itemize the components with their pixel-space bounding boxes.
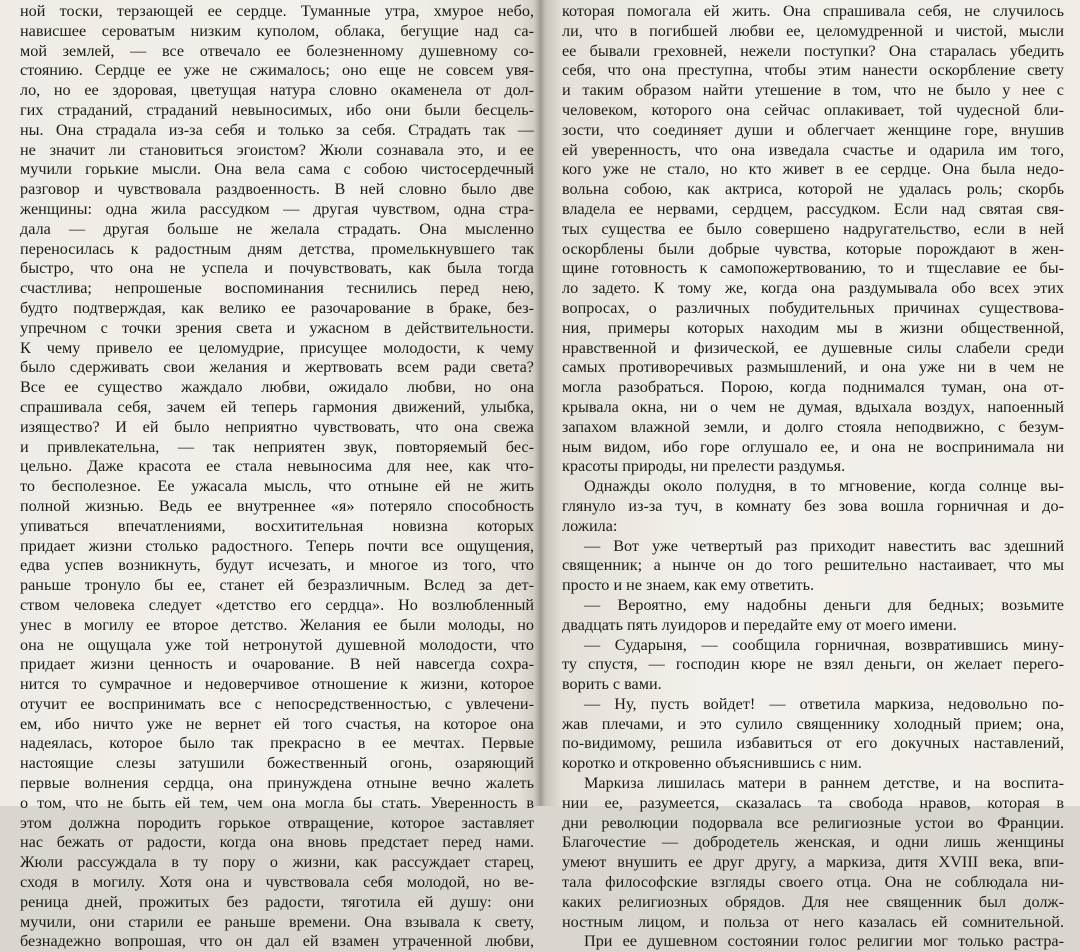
text-line: жав плечами, и это сулило священнику холодный прием; она, [562,714,1064,733]
text-line: нас бежать от радости, когда она вновь предстает перед нами. [20,833,534,852]
text-line: ее бывали греховней, нежели поступки? Она старалась убедить [562,41,1064,60]
left-page [0,0,540,951]
text-line: крывала окна, ни о чем не думая, вдыхала воздух, напоенный [562,397,1064,416]
text-line: сходя в могилу. Хотя она и чувствовала себя молодой, но ве- [20,873,534,892]
text-line: изящество? И ей было неприятно чувствовать, что она свежа [20,417,534,436]
text-line: нависшее сероватым низким куполом, облака, бегущие над са- [20,21,534,40]
text-line: раньше тронуло бы ее, станет ей безразличным. Вслед за дет- [20,576,534,595]
text-line: стоянию. Сердце ее уже не сжималось; оно еще не совсем увя- [20,61,534,80]
text-line: спрашивала себя, зачем ей теперь гармония движений, улыбка, [20,397,534,416]
text-line: — Вероятно, ему надобны деньги для бедных; возьмите [584,595,1064,614]
text-line: каких религиозных обрядов. Для нее священник был долж- [562,892,1064,911]
text-line: то бесполезное. Ее ужасала мысль, что отныне ей не жить [20,477,534,496]
text-line: — Сударыня, — сообщила горничная, возвратившись мину- [584,635,1064,654]
text-line: будто подтверждая, как велико ее разочарование в браке, без- [20,298,534,317]
text-line: просто и не знаем, как ему ответить. [562,576,815,595]
text-line: не значит ли становиться эгоистом? Жюли сознавала это, и ее [20,140,534,159]
text-line: безнадежно вопрошая, что он дал ей взамен утраченной любви, [20,932,534,951]
text-line: и таким образом найти утешение в том, что не было у нее с [562,81,1064,100]
text-line: тала философские взгляды своего отца. Она не соблюдала ни- [562,873,1064,892]
text-line: быстро, что она не успела и почувствовать, как была тогда [20,259,534,278]
text-line: Маркиза лишилась матери в раннем детстве, и на воспита- [584,774,1064,793]
text-line: ния, примеры которых находим мы в жизни общественной, [562,318,1064,337]
text-line: тых существа ее было совершено надругательство, если в ней [562,219,1064,238]
text-line: цельно. Даже красота ее стала невыносима для нее, как что- [20,457,534,476]
text-line: придает жизни столько радостного. Теперь почти все ощущения, [20,536,534,555]
text-line: владела ее нервами, сердцем, рассудком. Если над святая свя- [562,199,1064,218]
text-line: Однажды около полудня, в то мгновение, когда солнце вы- [584,477,1064,496]
text-line: коротко и откровенно объяснившись с ним. [562,754,862,773]
text-line: ворить с вами. [562,675,662,694]
text-line: было сдерживать свои желания и жертвовать всем ради света? [20,358,534,377]
text-line: Жюли рассуждала в ту пору о жизни, как рассуждает старец, [20,853,534,872]
book-gutter [534,0,546,806]
text-line: Благочестие — добродетель женская, и одни лишь женщины [562,833,1064,852]
text-line: дни революции подорвала все религиозные устои во Франции. [562,813,1064,832]
text-line: упречном с точки зрения света и ужасном в действительности. [20,318,534,337]
text-line: красоты природы, ни прелести раздумья. [562,457,846,476]
text-line: запахом влажной земли, и долго стояла неподвижно, с безум- [562,417,1064,436]
text-line: ей уверенность, что она изведала счастье и одарила им того, [562,140,1064,159]
text-line: вольна собою, как актриса, которой не удалась роль; скорбь [562,180,1064,199]
text-line: — Ну, пусть войдет! — ответила маркиза, недовольно по- [584,694,1064,713]
text-line: Все ее существо жаждало любви, ожидало любви, но она [20,378,534,397]
text-line: полной жизнью. Ведь ее внутреннее «я» потеряло способность [20,496,534,515]
text-line: кого уже не стало, но кто живет в ее сердце. Она была недо- [562,160,1064,179]
text-line: человеком, которого она сейчас оплакивает, той чудесной бли- [562,100,1064,119]
text-line: она не ощущала уже той нетронутой душевной молодости, что [20,635,534,654]
text-line: едва успев возникнуть, будут исчезать, и многое из того, что [20,556,534,575]
text-line: оскорблены были добрые чувства, которые порождают в жен- [562,239,1064,258]
text-line: ной тоски, терзающей ее сердце. Туманные утра, хмурое небо, [20,2,534,20]
text-line: счастлива; непрошеные воспоминания теснились перед нею, [20,279,534,298]
text-line: о том, что не быть ей тем, чем она могла бы стать. Уверенность в [20,793,534,812]
text-line: щине готовность к самопожертвованию, то и тщеславие ее бы- [562,259,1064,278]
text-line: себя, что она преступна, чтобы этим нанести оскорбление свету [562,61,1064,80]
text-line: разговор и чувствовала раздвоенность. В ней словно было две [20,180,534,199]
text-line: — Вот уже четвертый раз приходит навестить вас здешний [584,536,1064,555]
text-line: первые волнения сердца, она принуждена отныне вечно жалеть [20,774,534,793]
text-line: нии ее, разумеется, сказалась та свобода нравов, которая в [562,793,1064,812]
text-line: К чему привело ее целомудрие, присущее молодости, к чему [20,338,534,357]
text-line: зости, что соединяет души и облегчает женщине горе, внушив [562,120,1064,139]
right-page [540,0,1080,951]
text-line: При ее душевном состоянии голос религии мог только растра- [584,932,1064,951]
text-line: настоящие слезы затушили божественный огонь, озаряющий [20,754,534,773]
text-line: отучит ее воспринимать все с непосредственностью, с увлечени- [20,694,534,713]
text-line: которая помогала ей жить. Она спрашивала себя, не случилось [562,2,1064,20]
text-line: ем, ибо ничто уже не вернет ей того счастья, на которое она [20,714,534,733]
text-line: могла разобраться. Порою, когда поднимался туман, она от- [562,378,1064,397]
text-line: мучили, они старили ее раньше времени. Она взывала к свету, [20,912,534,931]
text-line: умеют внушить ее друг другу, а маркиза, дитя XVIII века, впи- [562,853,1064,872]
text-line: этом должна породить горькое отвращение, которое заставляет [20,813,534,832]
text-line: ностным лицом, и польза от него казалась ей сомнительной. [562,912,1064,931]
text-line: самых противоречивых размышлений, и она уже ни в чем не [562,358,1064,377]
text-line: надеялась, которое было так прекрасно в ее мечтах. Первые [20,734,534,753]
text-line: глянуло из-за туч, в комнату без зова вошла горничная и до- [562,496,1064,515]
text-line: переносилась к радостным дням детства, промелькнувшего так [20,239,534,258]
text-line: реница дней, прожитых без радости, тяготила ей душу: они [20,892,534,911]
text-line: дала — другая больше не желала страдать. Она мысленно [20,219,534,238]
text-line: ным видом, ибо горе оглушало ее, и она не воспринимала ни [562,437,1064,456]
text-line: женщины: одна жила рассудком — другая чувством, одна стра- [20,199,534,218]
text-line: ло, но ее здоровая, цветущая натура словно окаменела от дол- [20,81,534,100]
text-line: придает жизни ценность и очарование. В ней навсегда сохра- [20,655,534,674]
text-line: ложила: [562,516,618,535]
text-line: ны. Она страдала из-за себя и только за себя. Страдать так — [20,120,534,139]
text-line: ту спустя, — господин кюре не взял деньги, он желает перего- [562,655,1064,674]
text-line: двадцать пять луидоров и передайте ему от моего имени. [562,615,957,634]
text-line: мой землей, — все отвечало ее болезненному душевному со- [20,41,534,60]
text-line: унес в могилу ее второе детство. Желания ее были молоды, но [20,615,534,634]
text-line: гих страданий, страданий невыносимых, ибо они были бесцель- [20,100,534,119]
text-line: нравственной и физической, ее душевные силы слабели среди [562,338,1064,357]
text-line: нится то сумрачное и недоверчивое отношение к жизни, которое [20,675,534,694]
text-line: священник; а нынче он до того решительно настаивает, что мы [562,556,1064,575]
text-line: и привлекательна, — так неприятен звук, повторяемый бес- [20,437,534,456]
text-line: вопросах, о различных побудительных причинах существова- [562,298,1064,317]
text-line: по-видимому, решила избавиться от его докучных наставлений, [562,734,1064,753]
text-line: ло задето. К тому же, когда она раздумывала обо всех этих [562,279,1064,298]
text-line: мучили горькие мысли. Она вела сама с собою чистосердечный [20,160,534,179]
text-line: ством человека следует «детство его сердца». Но возлюбленный [20,595,534,614]
text-line: упиваться впечатлениями, восхитительная новизна которых [20,516,534,535]
text-line: ли, что в погибшей любви ее, целомудренной и чистой, мысли [562,21,1064,40]
